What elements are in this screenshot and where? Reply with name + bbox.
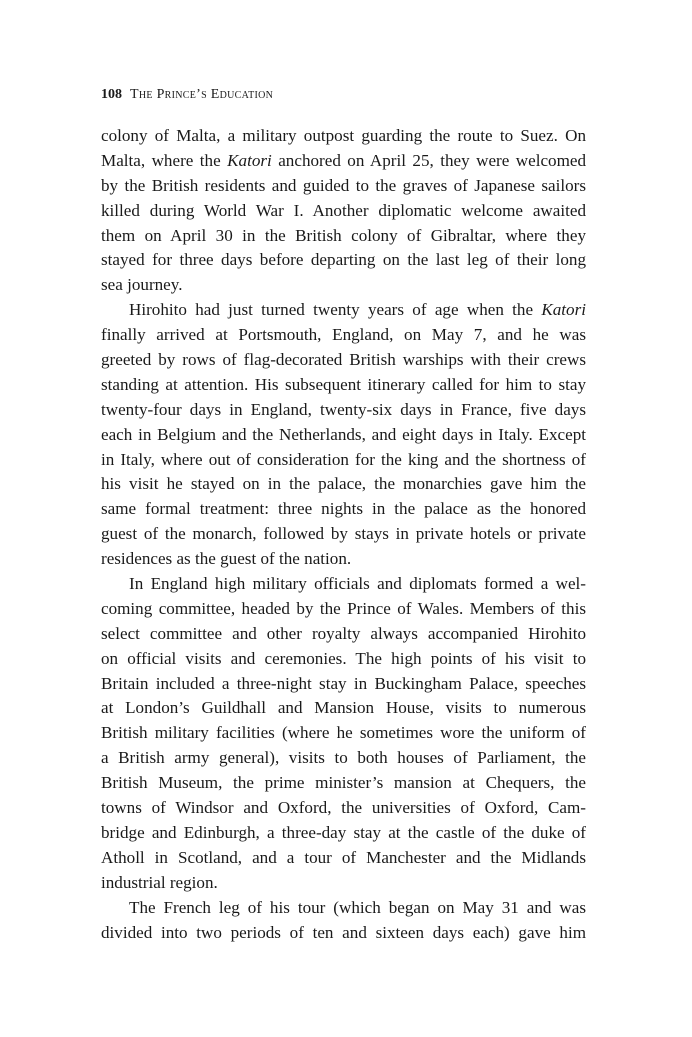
text-run: In England high military officials and diplomats formed a wel- [129, 574, 586, 594]
running-title: The Prince’s Education [130, 87, 274, 102]
text-run: divided into two periods of ten and sixteen days each) gave him [101, 922, 586, 942]
text-line [101, 647, 586, 672]
text-run: British military facilities (where he sometimes wore the uniform of [101, 723, 586, 743]
text-line [101, 721, 586, 746]
text-run: guest of the monarch, followed by stays in private hotels or private [101, 524, 586, 544]
text-line [101, 696, 586, 721]
text-line [101, 149, 586, 174]
text-line [101, 323, 586, 348]
text-run: British Museum, the prime minister’s mansion at Chequers, the [101, 773, 586, 793]
text-run: bridge and Edinburgh, a three-day stay at the castle of the duke of [101, 822, 586, 842]
text-line [101, 273, 586, 298]
text-line [101, 622, 586, 647]
text-line [101, 821, 586, 846]
text-line [101, 199, 586, 224]
text-line [101, 846, 586, 871]
text-run: Atholl in Scotland, and a tour of Manchester and the Midlands [101, 847, 586, 867]
text-run: greeted by rows of flag-decorated British warships with their crews [101, 350, 586, 370]
text-line [101, 248, 586, 273]
italic-text: Katori [541, 300, 586, 320]
text-run: The French leg of his tour (which began on May 31 and was [129, 897, 586, 917]
text-run: on official visits and ceremonies. The high points of his visit to [101, 648, 586, 668]
text-line [101, 373, 586, 398]
text-run: a British army general), visits to both houses of Parliament, the [101, 748, 586, 768]
text-line [101, 448, 586, 473]
text-run: them on April 30 in the British colony of Gibraltar, where they [101, 225, 586, 245]
text-run: Hirohito had just turned twenty years of age when the [129, 300, 542, 320]
text-run: towns of Windsor and Oxford, the universities of Oxford, Cam- [101, 798, 586, 818]
text-run: Britain included a three-night stay in Buckingham Palace, speeches [101, 673, 586, 693]
text-run: coming committee, headed by the Prince of Wales. Members of this [101, 598, 586, 618]
page-number: 108 [101, 87, 122, 102]
text-line [101, 896, 586, 921]
text-line [101, 871, 586, 896]
paragraph [101, 124, 586, 298]
text-line [101, 672, 586, 697]
text-line [101, 472, 586, 497]
text-line [101, 174, 586, 199]
body-text [101, 124, 586, 945]
paragraph [101, 572, 586, 896]
text-line [101, 746, 586, 771]
text-line [101, 224, 586, 249]
text-run: twenty-four days in England, twenty-six days in France, five days [101, 399, 586, 419]
paragraph [101, 896, 586, 946]
text-line [101, 547, 586, 572]
text-line [101, 522, 586, 547]
text-run: each in Belgium and the Netherlands, and eight days in Italy. Except [101, 424, 586, 444]
text-run: by the British residents and guided to the graves of Japanese sailors [101, 175, 586, 195]
text-run: industrial region. [101, 872, 218, 892]
text-line [101, 497, 586, 522]
text-line [101, 572, 586, 597]
text-run: standing at attention. His subsequent itinerary called for him to stay [101, 374, 586, 394]
italic-text: Katori [227, 150, 272, 170]
text-line [101, 921, 586, 946]
text-line [101, 796, 586, 821]
text-run: residences as the guest of the nation. [101, 549, 352, 569]
text-run: stayed for three days before departing on the last leg of their long [101, 250, 586, 270]
running-header [101, 86, 273, 104]
text-run: sea journey. [101, 275, 183, 295]
text-run: at London’s Guildhall and Mansion House, visits to numerous [101, 698, 586, 718]
text-line [101, 597, 586, 622]
text-run: same formal treatment: three nights in the palace as the honored [101, 499, 586, 519]
text-line [101, 771, 586, 796]
text-run: select committee and other royalty always accompanied Hirohito [101, 623, 586, 643]
text-run: killed during World War I. Another diplomatic welcome awaited [101, 200, 586, 220]
text-line [101, 124, 586, 149]
text-run: in Italy, where out of consideration for the king and the shortness of [101, 449, 586, 469]
text-line [101, 348, 586, 373]
text-run: Malta, where the [101, 150, 228, 170]
text-line [101, 423, 586, 448]
text-run: his visit he stayed on in the palace, the monarchies gave him the [101, 474, 586, 494]
text-run: colony of Malta, a military outpost guarding the route to Suez. On [101, 126, 586, 145]
text-run: finally arrived at Portsmouth, England, on May 7, and he was [101, 325, 586, 345]
paragraph [101, 298, 586, 572]
text-line [101, 298, 586, 323]
text-line [101, 398, 586, 423]
text-run: anchored on April 25, they were welcomed [271, 150, 586, 170]
